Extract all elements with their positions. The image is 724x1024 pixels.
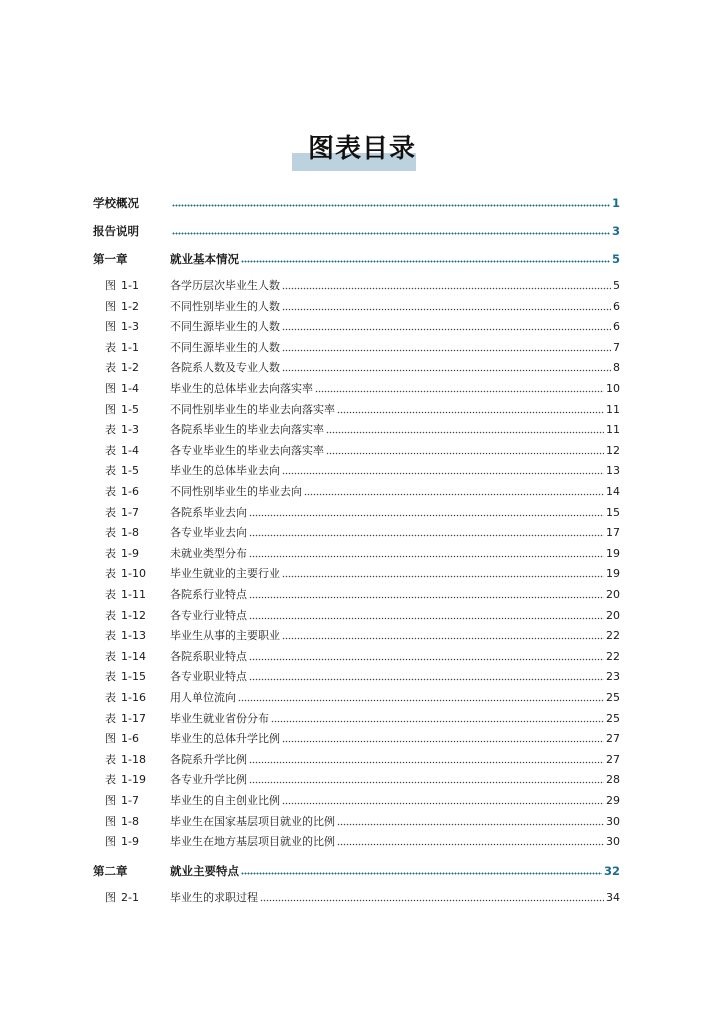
toc-page-number: 5 — [611, 252, 620, 266]
toc-title: 毕业生就业省份分布 — [170, 711, 269, 725]
toc-entry-kind: 图 — [105, 402, 116, 416]
toc-entry-label — [105, 464, 141, 478]
toc-page-number: 22 — [606, 649, 620, 663]
toc-entry-number: 1-6 — [121, 485, 139, 498]
toc-row-body — [170, 485, 620, 499]
toc-row-body — [170, 423, 620, 437]
toc-row-body — [170, 506, 620, 520]
toc-entry-row[interactable] — [0, 381, 724, 397]
toc-entry-label — [105, 444, 141, 458]
toc-entry-row[interactable] — [0, 731, 724, 747]
toc-page-number: 10 — [606, 382, 620, 395]
toc-entry-number: 1-4 — [121, 382, 139, 395]
toc-entry-kind: 表 — [105, 526, 116, 540]
dot-leader — [326, 452, 604, 455]
toc-title: 不同性别毕业生的毕业去向落实率 — [170, 402, 335, 416]
toc-row-body — [170, 361, 620, 375]
toc-title: 用人单位流向 — [170, 691, 236, 704]
toc-page-number: 6 — [613, 299, 620, 313]
toc-page-number: 12 — [606, 443, 620, 457]
page-title: 图表目录 — [307, 134, 416, 164]
toc-entry-label — [105, 835, 141, 849]
toc-page-number: 23 — [606, 670, 620, 684]
toc-title: 毕业生就业的主要行业 — [170, 567, 280, 581]
toc-title: 毕业生的总体毕业去向落实率 — [170, 382, 313, 395]
toc-page-number: 11 — [606, 402, 620, 416]
toc-entry-row[interactable] — [0, 711, 724, 727]
toc-entry-row[interactable] — [0, 566, 724, 582]
toc-row-body — [170, 464, 620, 478]
toc-entry-label — [105, 423, 141, 437]
toc-entry-number: 1-16 — [121, 691, 146, 704]
toc-entry-label — [105, 567, 146, 581]
dot-leader — [260, 899, 604, 902]
toc-entry-kind: 表 — [105, 649, 116, 663]
dot-leader — [282, 637, 604, 640]
toc-entry-kind: 表 — [105, 670, 116, 684]
toc-title: 各专业毕业去向 — [170, 526, 247, 540]
toc-title: 毕业生在国家基层项目就业的比例 — [170, 814, 335, 828]
toc-page-number: 3 — [611, 224, 620, 238]
toc-page-number: 8 — [613, 361, 620, 375]
toc-entry-number: 1-8 — [121, 814, 139, 828]
toc-entry-label — [105, 403, 141, 417]
dot-leader — [241, 260, 610, 263]
toc-entry-number: 1-8 — [121, 526, 139, 540]
toc-entry-row[interactable] — [0, 422, 724, 438]
dot-leader — [304, 493, 604, 496]
dot-leader — [282, 575, 604, 578]
toc-page-number: 17 — [606, 526, 620, 540]
dot-leader — [282, 740, 604, 743]
toc-title: 不同生源毕业生的人数 — [170, 320, 280, 334]
toc-row-body — [170, 650, 620, 664]
toc-entry-row[interactable] — [0, 319, 724, 335]
toc-entry-kind: 表 — [105, 423, 116, 437]
toc-title: 各学历层次毕业生人数 — [170, 279, 280, 292]
toc-entry-label — [105, 279, 141, 293]
toc-title: 毕业生的求职过程 — [170, 891, 258, 905]
dot-leader — [282, 328, 611, 331]
toc-entry-kind: 表 — [105, 361, 116, 375]
toc-row-body — [170, 753, 620, 767]
toc-row-body — [170, 444, 620, 458]
toc-page-number: 25 — [606, 711, 620, 725]
toc-entry-label — [105, 608, 146, 623]
toc-entry-label — [105, 752, 146, 767]
toc-entry-row[interactable] — [0, 484, 724, 500]
toc-page-number: 7 — [613, 340, 620, 354]
toc-page-number: 20 — [606, 588, 620, 601]
dot-leader — [337, 823, 604, 826]
dot-leader — [238, 699, 604, 702]
toc-row-body — [170, 609, 620, 623]
toc-title: 不同性别毕业生的人数 — [170, 299, 280, 313]
toc-entry-number: 1-3 — [121, 423, 139, 437]
dot-leader — [282, 802, 604, 805]
dot-leader — [282, 287, 611, 290]
toc-entry-row[interactable] — [0, 402, 724, 418]
toc-entry-number: 1-2 — [121, 299, 139, 313]
toc-entry-number: 1-7 — [121, 794, 139, 807]
toc-row-body — [170, 732, 620, 746]
toc-page-number: 14 — [606, 485, 620, 498]
toc-page-number: 27 — [606, 732, 620, 746]
toc-row-body — [170, 382, 620, 396]
toc-entry-row[interactable] — [0, 814, 724, 830]
toc-entry-label — [105, 670, 146, 684]
toc-page-number: 25 — [606, 691, 620, 704]
toc-title: 各院系毕业生的毕业去向落实率 — [170, 423, 324, 437]
toc-title: 各专业行业特点 — [170, 608, 247, 622]
toc-row-body — [170, 224, 620, 238]
dot-leader — [249, 617, 604, 620]
toc-entry-number: 1-11 — [121, 588, 146, 601]
toc-entry-label — [105, 649, 146, 664]
toc-row-body — [170, 588, 620, 602]
toc-entry-row[interactable] — [0, 587, 724, 603]
toc-title: 毕业生的自主创业比例 — [170, 794, 280, 807]
toc-entry-number: 1-5 — [121, 402, 139, 416]
toc-page-number: 34 — [606, 891, 620, 905]
toc-chapter-label: 第一章 — [93, 252, 128, 266]
toc-title: 毕业生的总体毕业去向 — [170, 464, 280, 478]
toc-entry-label — [105, 815, 141, 829]
toc-chapter-row[interactable] — [0, 863, 724, 879]
toc-entry-row[interactable] — [0, 443, 724, 459]
toc-entry-label — [105, 588, 146, 602]
toc-row-body — [170, 864, 620, 878]
toc-entry-kind: 表 — [105, 752, 116, 766]
toc-entry-label — [105, 732, 141, 746]
toc-entry-kind: 图 — [105, 814, 116, 828]
toc-entry-number: 1-7 — [121, 505, 139, 519]
toc-entry-row[interactable] — [0, 669, 724, 685]
toc-entry-kind: 表 — [105, 505, 116, 519]
dot-leader — [337, 411, 604, 414]
toc-page-number: 13 — [606, 464, 620, 478]
toc-entry-label — [105, 341, 141, 355]
toc-entry-row[interactable] — [0, 505, 724, 521]
dot-leader — [282, 349, 611, 352]
toc-entry-number: 1-14 — [121, 649, 146, 663]
toc-row-body — [170, 341, 620, 355]
dot-leader — [249, 678, 604, 681]
toc-entry-label — [105, 794, 141, 808]
dot-leader — [326, 431, 604, 434]
toc-row-body — [170, 403, 620, 417]
toc-row-body — [170, 712, 620, 726]
toc-entry-number: 1-1 — [121, 279, 139, 292]
toc-row-body — [170, 773, 620, 787]
toc-page-number: 32 — [603, 864, 620, 879]
dot-leader — [172, 232, 610, 235]
toc-entry-kind: 表 — [105, 773, 116, 787]
toc-page-number: 5 — [613, 279, 620, 292]
toc-page-number: 27 — [606, 752, 620, 766]
toc-entry-kind: 表 — [105, 340, 116, 354]
toc-title: 不同性别毕业生的毕业去向 — [170, 485, 302, 498]
toc-entry-row[interactable] — [0, 772, 724, 788]
toc-title: 各院系人数及专业人数 — [170, 361, 280, 375]
toc-entry-row[interactable] — [0, 463, 724, 479]
toc-entry-number: 1-19 — [121, 773, 146, 787]
dot-leader — [315, 390, 604, 393]
toc-title: 各专业职业特点 — [170, 670, 247, 684]
toc-entry-number: 1-9 — [121, 546, 139, 560]
toc-entry-row[interactable] — [0, 834, 724, 850]
toc-entry-kind: 表 — [105, 464, 116, 478]
toc-entry-label — [105, 691, 146, 705]
toc-row-body — [170, 835, 620, 849]
dot-leader — [241, 872, 602, 875]
toc-page-number: 19 — [606, 546, 620, 560]
toc-entry-kind: 表 — [105, 711, 116, 725]
toc-chapter-label: 学校概况 — [93, 196, 139, 210]
toc-entry-number: 1-12 — [121, 608, 146, 622]
toc-page-number: 15 — [606, 505, 620, 519]
toc-page-number: 1 — [611, 196, 620, 210]
dot-leader — [282, 308, 611, 311]
toc-entry-label — [105, 506, 141, 520]
toc-entry-label — [105, 320, 141, 334]
toc-entry-number: 1-17 — [121, 711, 146, 725]
toc-row-body — [170, 547, 620, 561]
toc-entry-label — [105, 773, 146, 787]
toc-entry-label — [105, 382, 141, 396]
toc-entry-kind: 表 — [105, 588, 116, 601]
toc-chapter-row[interactable] — [0, 223, 724, 239]
toc-row-body — [170, 670, 620, 684]
toc-entry-row[interactable] — [0, 299, 724, 315]
toc-entry-number: 1-6 — [121, 732, 139, 746]
toc-entry-row[interactable] — [0, 752, 724, 768]
toc-entry-number: 1-10 — [121, 567, 146, 581]
dot-leader — [249, 658, 604, 661]
toc-entry-row[interactable] — [0, 525, 724, 541]
dot-leader — [271, 720, 604, 723]
toc-row-body — [170, 279, 620, 293]
toc-title: 未就业类型分布 — [170, 546, 247, 560]
toc-entry-kind: 图 — [105, 835, 116, 849]
toc-entry-kind: 表 — [105, 546, 116, 560]
toc-entry-kind: 表 — [105, 629, 116, 643]
toc-entry-kind: 表 — [105, 443, 116, 457]
dot-leader — [249, 596, 604, 599]
toc-entry-number: 1-4 — [121, 443, 139, 457]
toc-entry-label — [105, 526, 141, 540]
toc-page-number: 28 — [606, 773, 620, 787]
toc-entry-number: 1-13 — [121, 629, 146, 643]
toc-entry-kind: 表 — [105, 608, 116, 622]
toc-title: 各院系升学比例 — [170, 752, 247, 766]
toc-title: 各专业毕业生的毕业去向落实率 — [170, 443, 324, 457]
toc-entry-number: 1-3 — [121, 320, 139, 334]
toc-page-number: 11 — [606, 423, 620, 437]
toc-entry-row[interactable] — [0, 793, 724, 809]
toc-entry-label — [105, 485, 141, 499]
toc-title: 各院系职业特点 — [170, 649, 247, 663]
toc-title: 就业主要特点 — [170, 864, 239, 879]
toc-row-body — [170, 891, 620, 905]
toc-page-number: 20 — [606, 608, 620, 622]
toc-entry-kind: 图 — [105, 794, 116, 807]
toc-row-body — [170, 691, 620, 705]
toc-entry-number: 1-9 — [121, 835, 139, 849]
toc-entry-kind: 图 — [105, 732, 116, 746]
toc-row-body — [170, 300, 620, 314]
dot-leader — [249, 555, 604, 558]
toc-page-number: 19 — [606, 567, 620, 581]
toc-page-number: 29 — [606, 794, 620, 807]
toc-entry-label — [105, 891, 141, 905]
toc-row-body — [170, 252, 620, 266]
toc-entry-kind: 图 — [105, 299, 116, 313]
toc-entry-kind: 图 — [105, 891, 116, 905]
toc-chapter-label: 第二章 — [93, 864, 128, 879]
toc-row-body — [170, 196, 620, 210]
toc-entry-label — [105, 300, 141, 314]
toc-entry-row[interactable] — [0, 608, 724, 624]
toc-entry-label — [105, 711, 146, 726]
toc-title: 就业基本情况 — [170, 252, 239, 266]
toc-title: 不同生源毕业生的人数 — [170, 340, 280, 354]
toc-title: 毕业生的总体升学比例 — [170, 732, 280, 746]
toc-entry-label — [105, 361, 141, 375]
toc-title: 毕业生从事的主要职业 — [170, 629, 280, 643]
toc-entry-label — [105, 547, 141, 561]
toc-title: 各院系行业特点 — [170, 588, 247, 601]
toc-page-number: 30 — [606, 835, 620, 849]
toc-entry-row[interactable] — [0, 649, 724, 665]
toc-page-number: 6 — [613, 320, 620, 334]
toc-entry-kind: 表 — [105, 485, 116, 498]
toc-entry-row[interactable] — [0, 890, 724, 906]
dot-leader — [172, 204, 610, 207]
dot-leader — [249, 514, 604, 517]
toc-entry-number: 1-15 — [121, 670, 146, 684]
toc-page-number: 22 — [606, 629, 620, 643]
toc-entry-row[interactable] — [0, 340, 724, 356]
title-block — [0, 128, 724, 174]
toc-entry-kind: 图 — [105, 320, 116, 334]
toc-entry-row[interactable] — [0, 628, 724, 644]
dot-leader — [249, 761, 604, 764]
dot-leader — [282, 369, 611, 372]
toc-row-body — [170, 629, 620, 643]
dot-leader — [337, 843, 604, 846]
toc-entry-number: 1-18 — [121, 752, 146, 766]
toc-entry-kind: 图 — [105, 279, 116, 292]
toc-row-body — [170, 526, 620, 540]
toc-chapter-row[interactable] — [0, 195, 724, 211]
toc-page-number: 30 — [606, 814, 620, 828]
dot-leader — [249, 534, 604, 537]
toc-entry-row[interactable] — [0, 278, 724, 294]
dot-leader — [249, 781, 604, 784]
toc-entry-kind: 表 — [105, 567, 116, 581]
toc-chapter-label: 报告说明 — [93, 224, 139, 238]
toc-entry-row[interactable] — [0, 360, 724, 376]
toc-entry-kind: 图 — [105, 382, 116, 395]
toc-title: 各专业升学比例 — [170, 773, 247, 787]
toc-row-body — [170, 794, 620, 808]
toc-entry-number: 2-1 — [121, 891, 139, 905]
toc-title: 各院系毕业去向 — [170, 505, 247, 519]
toc-entry-number: 1-1 — [121, 340, 139, 354]
toc-title: 毕业生在地方基层项目就业的比例 — [170, 835, 335, 849]
toc-entry-row[interactable] — [0, 690, 724, 706]
toc-row-body — [170, 320, 620, 334]
toc-entry-number: 1-2 — [121, 361, 139, 375]
toc-entry-number: 1-5 — [121, 464, 139, 478]
toc-entry-label — [105, 629, 146, 643]
toc-entry-row[interactable] — [0, 546, 724, 562]
toc-row-body — [170, 567, 620, 581]
dot-leader — [282, 472, 604, 475]
toc-entry-kind: 表 — [105, 691, 116, 704]
toc-row-body — [170, 815, 620, 829]
toc-chapter-row[interactable] — [0, 251, 724, 267]
